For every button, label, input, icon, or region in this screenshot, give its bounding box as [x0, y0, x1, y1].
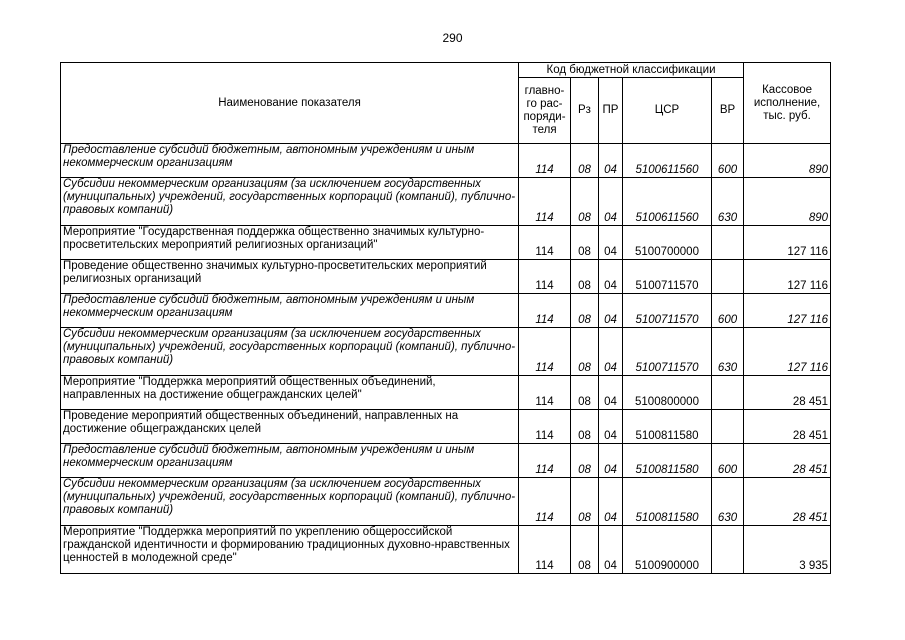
table-body [61, 144, 831, 574]
header-csr: ЦСР [623, 78, 712, 144]
row-csr: 5100711570 [623, 294, 712, 328]
row-vr: 600 [712, 444, 744, 478]
row-name: Предоставление субсидий бюджетным, автономным учреждениям и иным некоммерческим организациям [61, 444, 519, 478]
row-vr: 600 [712, 294, 744, 328]
row-pr: 04 [599, 376, 623, 410]
table-row [61, 410, 831, 444]
row-rz: 08 [571, 526, 599, 574]
row-glava: 114 [519, 526, 571, 574]
row-glava: 114 [519, 478, 571, 526]
row-pr: 04 [599, 144, 623, 178]
row-glava: 114 [519, 144, 571, 178]
row-vr [712, 526, 744, 574]
table-row [61, 444, 831, 478]
row-glava: 114 [519, 226, 571, 260]
row-pr: 04 [599, 444, 623, 478]
row-csr: 5100611560 [623, 144, 712, 178]
row-glava: 114 [519, 178, 571, 226]
row-amount: 127 116 [744, 260, 831, 294]
row-glava: 114 [519, 376, 571, 410]
header-pr: ПР [599, 78, 623, 144]
table-row [61, 478, 831, 526]
row-csr: 5100711570 [623, 260, 712, 294]
row-name: Субсидии некоммерческим организациям (за исключением государственных (муниципальных) учреждений, государственных корпораций (компаний), публично-правовых компаний) [61, 178, 519, 226]
table-row [61, 144, 831, 178]
row-vr [712, 376, 744, 410]
row-glava: 114 [519, 444, 571, 478]
row-name: Субсидии некоммерческим организациям (за исключением государственных (муниципальных) учреждений, государственных корпораций (компаний), публично-правовых компаний) [61, 328, 519, 376]
table-row [61, 226, 831, 260]
row-csr: 5100811580 [623, 478, 712, 526]
header-rz: Рз [571, 78, 599, 144]
table-row [61, 328, 831, 376]
row-rz: 08 [571, 178, 599, 226]
budget-table [60, 62, 831, 574]
row-vr [712, 410, 744, 444]
row-glava: 114 [519, 328, 571, 376]
row-csr: 5100900000 [623, 526, 712, 574]
row-pr: 04 [599, 260, 623, 294]
row-csr: 5100611560 [623, 178, 712, 226]
table-header [61, 63, 831, 144]
page-number: 290 [442, 31, 463, 45]
row-rz: 08 [571, 376, 599, 410]
header-glava: главно-го рас-поряди-теля [519, 78, 571, 144]
header-budget-code-group: Код бюджетной классификации [519, 63, 744, 78]
row-name: Проведение мероприятий общественных объединений, направленных на достижение общегражданских целей [61, 410, 519, 444]
row-rz: 08 [571, 444, 599, 478]
row-pr: 04 [599, 478, 623, 526]
row-name: Мероприятие "Поддержка мероприятий общественных объединений, направленных на достижение общегражданских целей" [61, 376, 519, 410]
row-rz: 08 [571, 226, 599, 260]
row-pr: 04 [599, 226, 623, 260]
row-name: Предоставление субсидий бюджетным, автономным учреждениям и иным некоммерческим организациям [61, 144, 519, 178]
row-amount: 890 [744, 144, 831, 178]
row-glava: 114 [519, 410, 571, 444]
row-amount: 28 451 [744, 444, 831, 478]
row-rz: 08 [571, 260, 599, 294]
row-pr: 04 [599, 328, 623, 376]
table-row [61, 526, 831, 574]
row-amount: 28 451 [744, 410, 831, 444]
row-pr: 04 [599, 294, 623, 328]
table-row [61, 294, 831, 328]
row-csr: 5100800000 [623, 376, 712, 410]
row-rz: 08 [571, 478, 599, 526]
row-amount: 127 116 [744, 328, 831, 376]
row-csr: 5100811580 [623, 444, 712, 478]
row-name: Мероприятие "Государственная поддержка общественно значимых культурно-просветительских мероприятий религиозных организаций" [61, 226, 519, 260]
row-pr: 04 [599, 410, 623, 444]
row-amount: 28 451 [744, 376, 831, 410]
row-pr: 04 [599, 526, 623, 574]
table-row [61, 376, 831, 410]
table-row [61, 178, 831, 226]
row-name: Мероприятие "Поддержка мероприятий по укреплению общероссийской гражданской идентичности и формированию традиционных духовно-нравственных ценностей в молодежной среде" [61, 526, 519, 574]
row-vr: 600 [712, 144, 744, 178]
row-rz: 08 [571, 294, 599, 328]
row-name: Проведение общественно значимых культурно-просветительских мероприятий религиозных организаций [61, 260, 519, 294]
row-glava: 114 [519, 294, 571, 328]
row-amount: 127 116 [744, 294, 831, 328]
row-amount: 3 935 [744, 526, 831, 574]
row-csr: 5100711570 [623, 328, 712, 376]
row-vr: 630 [712, 478, 744, 526]
row-glava: 114 [519, 260, 571, 294]
header-vr: ВР [712, 78, 744, 144]
row-csr: 5100700000 [623, 226, 712, 260]
row-rz: 08 [571, 410, 599, 444]
row-vr: 630 [712, 328, 744, 376]
row-vr [712, 260, 744, 294]
row-amount: 28 451 [744, 478, 831, 526]
row-pr: 04 [599, 178, 623, 226]
row-vr [712, 226, 744, 260]
header-name: Наименование показателя [61, 63, 519, 144]
row-amount: 890 [744, 178, 831, 226]
row-rz: 08 [571, 328, 599, 376]
table-row [61, 260, 831, 294]
header-total: Кассовое исполнение, тыс. руб. [744, 63, 831, 144]
row-vr: 630 [712, 178, 744, 226]
row-csr: 5100811580 [623, 410, 712, 444]
row-rz: 08 [571, 144, 599, 178]
row-name: Субсидии некоммерческим организациям (за исключением государственных (муниципальных) учреждений, государственных корпораций (компаний), публично-правовых компаний) [61, 478, 519, 526]
row-amount: 127 116 [744, 226, 831, 260]
row-name: Предоставление субсидий бюджетным, автономным учреждениям и иным некоммерческим организациям [61, 294, 519, 328]
